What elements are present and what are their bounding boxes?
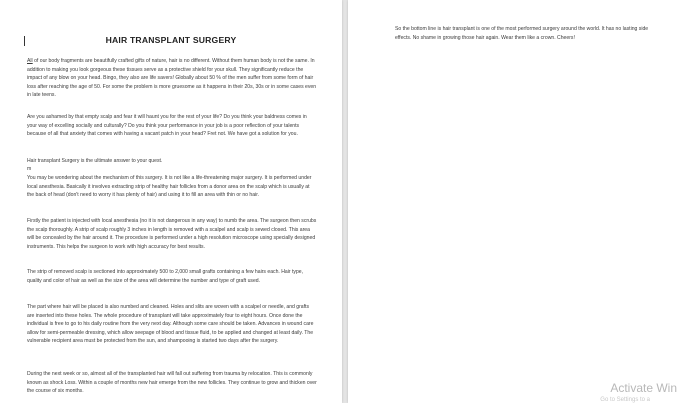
paragraph-7: The part where hair will be placed is also numbed and cleaned. Holes and slits are woven with a scalpel or needle, and grafts are inserted into these holes. The whole procedure of transplant will take approximately four to eight hours. Once done the individual is free to go to his daily routine from the very next day. Although some care should be taken. Advances in wound care allow for semi-permeable dressing, which allow seepage of blood and tissue fluid, to be applied and changed at least daily. The vulnerable recipient area must be protected from the sun, and shampooing is started two days after the surgery.: [27, 304, 314, 344]
paragraph-2: Hair transplant Surgery is the ultimate answer to your quest.: [27, 158, 163, 164]
intro-paragraph: [27, 57, 317, 100]
intro-first-word: All: [27, 58, 33, 64]
document-title: HAIR TRANSPLANT SURGERY: [105, 35, 237, 45]
right-page-paragraph: So the bottom line is hair transplant is one of the most performed surgery around the world. It has no lasting side effects. No shame in growing those hair again. Wear them like a crown. Cheers!: [395, 26, 649, 41]
paragraph-3: m: [27, 166, 32, 172]
activation-watermark-subtext: Go to Settings to a: [600, 397, 650, 403]
paragraph-1: Are you ashamed by that empty scalp and fear it will haunt you for the rest of your life? Do you think your baldness comes in your way of excelling socially and culturally? Do you think your performance in your job is a poor reflection of your talents because of all that anxiety that comes with having a vacant patch in your head? Fret not. We have got a solution for you.: [27, 114, 307, 137]
intro-text: of our body fragments are beautifully crafted gifts of nature, hair is no different. Without them human body is not the same. In addition to making you look gorgeous these tissues serve as a protective shield for your skull. They significantly reduce the impact of any blow on your head. Bingo, they also are life savers! Globally about 50 % of the men suffer from some form of hair loss after reaching the age of 50. For some the problem is more gruesome as it happens in their 20s, 30s or in some cases even in late teens.: [27, 58, 317, 98]
paragraph-6: The strip of removed scalp is sectioned into approximately 500 to 2,000 small grafts containing a few hairs each. Hair type, quality and color of hair as well as the size of the area will determine the number and type of graft used.: [27, 269, 304, 284]
paragraph-8: During the next week or so, almost all of the transplanted hair will fall out suffering from trauma by relocation. This is commonly known as shock Loss. Within a couple of months new hair emerge from the new follicles. They continue to grow and thicken over the course of six months.: [27, 371, 317, 394]
document-page-2[interactable]: [348, 0, 680, 403]
paragraph-5: Firstly the patient is injected with local anesthesia (no it is not dangerous in any way) to numb the area. The surgeon then scrubs the scalp thoroughly. A strip of scalp roughly 3 inches in length is removed with a scalpel and scalp is sewed closed. This area will be concealed by the hair around it. The procedure is performed under a high resolution microscope using specially designed instruments. This helps the surgeon to work with high accuracy for best results.: [27, 218, 317, 250]
paragraph-4: You may be wondering about the mechanism of this surgery. It is not like a life-threatening major surgery. It is performed under local anesthesia. Basically it involves extracting strip of healthy hair follicles from a donor area on the scalp which is usually at the back of head (don't need to worry it has plenty of hair) and using it to fill an area with thin or no hair.: [27, 175, 312, 198]
activation-watermark: Activate Win: [610, 381, 677, 395]
